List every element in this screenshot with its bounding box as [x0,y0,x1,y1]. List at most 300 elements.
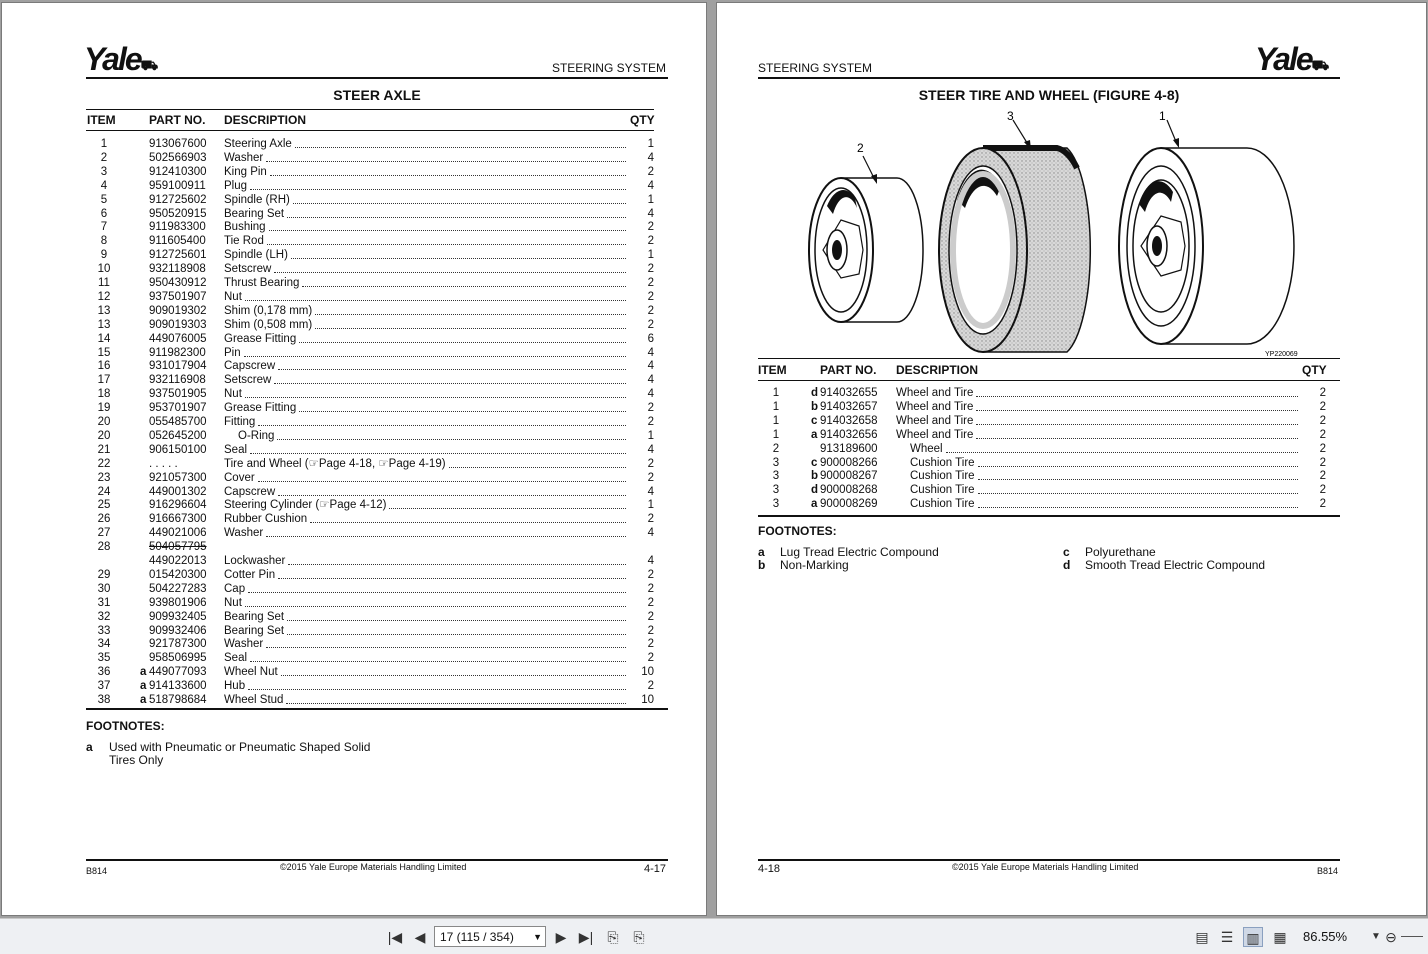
part-number: 911983300 [149,221,206,234]
part-number: 912410300 [149,165,207,178]
part-description: Wheel [910,442,943,455]
table-row [86,165,656,179]
quantity: 2 [647,457,654,470]
item-number: 6 [100,207,108,220]
footnote-key: c [1063,545,1070,559]
quantity: 4 [647,527,654,540]
item-number: 30 [97,582,111,595]
col-item: ITEM [87,113,116,127]
footnote-ref: d [811,484,819,497]
item-number: 20 [97,429,111,442]
item-number: 14 [97,332,111,345]
table-row [86,332,656,346]
table-row [758,442,1328,456]
part-description: Seal [224,443,248,456]
footnote-text: Polyurethane [1085,545,1156,559]
continuous-facing-icon[interactable]: ▦ [1273,929,1287,945]
part-number: 914032658 [820,414,878,427]
zoom-out-icon[interactable]: ⊖ [1385,929,1397,945]
quantity: 2 [647,568,654,581]
item-number: 36 [97,666,111,679]
wheel-and-tire-drawing [1119,148,1294,344]
table-row [86,582,656,596]
table-row [86,401,656,415]
back-view-icon[interactable]: ⎘ [607,929,619,945]
part-number: 950430912 [149,277,207,289]
table-row [758,414,1328,428]
part-description: Hub [224,680,246,693]
table-top-rule [86,109,654,110]
footnote-ref: d [811,387,819,399]
leader-dots [976,414,1298,425]
left-page [1,2,707,916]
quantity: 2 [1319,442,1326,455]
item-number: 1 [772,387,780,399]
part-number: 449077093 [149,666,207,679]
leader-dots [269,220,626,231]
col-desc: DESCRIPTION [896,363,979,377]
footnote-text-2: Tires Only [109,753,164,767]
item-number: 23 [97,471,111,484]
quantity: 2 [647,652,654,665]
quantity: 2 [647,416,654,428]
part-description: Cushion Tire [910,498,975,511]
item-number: 2 [100,151,108,164]
part-description: Tire and Wheel (☞Page 4-18, ☞Page 4-19) [224,457,446,470]
table-row [86,471,656,485]
leader-dots [266,526,626,537]
part-description: Shim (0,508 mm) [224,318,313,331]
table-row [86,693,656,707]
part-description: Setscrew [224,263,272,276]
part-description: Rubber Cushion [224,513,308,526]
item-number: 33 [97,624,111,637]
part-description: King Pin [224,165,267,178]
quantity: 2 [647,610,654,623]
leader-dots [278,568,626,579]
item-number: 27 [97,527,111,540]
part-number: 900008267 [820,470,878,483]
quantity: 2 [647,221,654,234]
quantity: 2 [1319,498,1326,511]
item-number: 29 [97,568,111,581]
item-number: 18 [97,388,111,401]
part-number: 939801906 [149,596,207,609]
col-part: PART NO. [149,113,206,127]
col-qty: QTY [630,113,655,127]
table-row [86,234,656,248]
footer-rule [758,859,1340,861]
leader-dots [258,415,626,426]
item-number: 25 [97,499,111,512]
yale-logo: Yale⛟ [1255,41,1328,77]
table-row [86,387,656,401]
part-description: Cover [224,471,255,484]
leader-dots [978,483,1298,494]
leader-dots [288,554,626,565]
item-number: 8 [100,235,108,248]
header-rule [86,77,668,79]
footnote-key: b [758,558,766,572]
part-description: Washer [224,527,264,540]
continuous-icon[interactable]: ☰ [1220,929,1234,945]
leader-dots [976,386,1298,397]
table-row [86,665,656,679]
footer-left: B814 [86,866,108,876]
part-description: Cap [224,582,246,595]
part-number: 909019303 [149,318,207,331]
table-row [86,359,656,373]
item-number: 31 [97,596,111,609]
table-row [758,497,1328,511]
part-description: Cushion Tire [910,456,975,469]
single-page-icon[interactable]: ▤ [1195,929,1209,945]
footer-rule [86,859,668,861]
footer-page-number: 4-18 [758,863,781,875]
callout-3: 3 [1007,109,1014,123]
item-number: 3 [100,165,108,178]
tire-wheel-figure [797,108,1307,358]
footnote-ref: a [811,428,818,441]
table-row [86,179,656,193]
item-number: 19 [97,402,111,415]
footnote-ref: b [811,400,819,413]
part-description: Fitting [224,416,256,428]
table-bottom-rule [86,708,668,710]
quantity: 2 [1319,456,1326,469]
part-number: 937501905 [149,388,207,401]
part-number: 449021006 [149,527,207,540]
footnote-ref: a [140,666,147,679]
part-description: Wheel and Tire [896,387,974,399]
table-row [86,610,656,624]
quantity: 10 [641,666,654,679]
chevron-down-icon: ▼ [533,932,542,942]
leader-dots [389,498,626,509]
callout-1: 1 [1159,109,1166,123]
item-number: 7 [100,221,108,234]
leader-dots [302,276,626,287]
part-number: 900008269 [820,498,878,511]
item-number: 20 [97,416,111,428]
quantity: 2 [647,235,654,248]
leader-dots [978,456,1298,467]
part-number: 914133600 [149,680,207,693]
part-number: 914032656 [820,428,878,441]
table-row [86,596,656,610]
part-number: 015420300 [149,568,207,581]
table-row [758,483,1328,497]
item-number: 5 [100,193,108,206]
quantity: 6 [647,332,654,345]
table-row [86,429,656,443]
footer-copyright: ©2015 Yale Europe Materials Handling Limited [280,862,467,872]
page-title: STEER TIRE AND WHEEL (FIGURE 4-8) [918,87,1180,103]
part-number: 052645200 [149,429,207,442]
leader-dots [287,207,626,218]
part-number: 504227283 [149,582,207,595]
leader-dots [286,693,626,704]
table-row [86,624,656,638]
part-description: Setscrew [224,374,272,387]
zoom-slider[interactable] [1401,936,1423,937]
part-number: 518798684 [149,694,207,706]
item-number: 35 [97,652,111,665]
item-number: 1 [772,414,780,427]
page-selector[interactable] [434,926,546,947]
table-row [86,248,656,262]
leader-dots [291,248,626,259]
part-number: 055485700 [149,416,207,428]
footnote-text: Smooth Tread Electric Compound [1085,558,1266,572]
quantity: 10 [641,694,654,706]
leader-dots [274,262,626,273]
leader-dots [449,457,626,468]
footnote-text: Used with Pneumatic or Pneumatic Shaped Solid [109,740,371,754]
footnote-key: d [1063,558,1071,572]
table-header-rule [86,130,654,131]
table-row [86,512,656,526]
item-number: 13 [97,318,111,331]
footer-copyright: ©2015 Yale Europe Materials Handling Limited [952,862,1139,872]
part-number: 909932405 [149,610,207,623]
table-row [86,498,656,512]
part-description: Wheel Nut [224,666,278,679]
quantity: 4 [647,555,654,567]
quantity: 2 [647,582,654,595]
quantity: 2 [647,304,654,317]
table-row [86,415,656,429]
part-description: Wheel and Tire [896,400,974,413]
item-number: 15 [97,346,111,359]
leader-dots [287,610,626,621]
part-description: O-Ring [238,429,275,442]
table-row [86,151,656,165]
zoom-dropdown-icon[interactable]: ▼ [1371,931,1381,942]
item-number: 3 [772,456,780,469]
quantity: 4 [647,179,654,192]
part-number: 921057300 [149,471,207,484]
part-description: Bearing Set [224,207,285,220]
item-number: 22 [97,457,111,470]
quantity: 2 [647,513,654,526]
quantity: 2 [647,277,654,289]
quantity: 4 [647,485,654,498]
leader-dots [310,512,626,523]
leader-dots [978,497,1298,508]
first-page-icon[interactable]: |◀ [387,929,403,945]
table-row [86,554,656,568]
item-number: 1 [772,428,780,441]
item-number: 12 [97,290,111,303]
leader-dots [250,443,626,454]
part-number: 909019302 [149,304,207,317]
part-description: Shim (0,178 mm) [224,304,313,317]
leader-dots [248,679,626,690]
item-number: 1 [100,138,108,150]
footer-right: B814 [1317,866,1339,876]
quantity: 4 [647,151,654,164]
leader-dots [976,400,1298,411]
part-number: 937501907 [149,290,207,303]
part-number: 449076005 [149,332,207,345]
item-number: 37 [97,680,111,693]
leader-dots [315,304,626,315]
leader-dots [287,624,626,635]
part-number: 900008268 [820,484,878,497]
quantity: 2 [647,165,654,178]
quantity: 2 [1319,428,1326,441]
item-number: 26 [97,513,111,526]
part-number: 913189600 [820,442,878,455]
item-number: 9 [100,249,108,262]
table-row [86,443,656,457]
table-row [86,207,656,221]
quantity: 4 [647,360,654,373]
leader-dots [293,193,626,204]
table-row [86,373,656,387]
table-row [86,290,656,304]
item-number: 1 [772,400,780,413]
table-row [86,457,656,471]
item-number: 3 [772,484,780,497]
leader-dots [270,165,626,176]
item-number: 3 [772,470,780,483]
quantity: 4 [647,443,654,456]
footnote-ref: a [140,680,147,693]
part-description: Plug [224,179,248,192]
wheel-drawing [809,178,923,322]
table-row [758,428,1328,442]
part-number: 914032655 [820,387,878,399]
forward-view-icon[interactable]: ⎘ [633,929,645,945]
part-description: Spindle (RH) [224,193,290,206]
part-number: 906150100 [149,443,207,456]
part-description: Spindle (LH) [224,249,288,262]
leader-dots [277,429,626,440]
quantity: 2 [647,638,654,651]
table-row [758,386,1328,400]
col-part: PART NO. [820,363,877,377]
page-header: STEERING SYSTEM [551,61,666,75]
leader-dots [946,442,1298,453]
quantity: 4 [647,388,654,401]
item-number: 13 [97,304,111,317]
part-number: 950520915 [149,207,207,220]
part-number: 502566903 [149,151,207,164]
quantity: 4 [647,374,654,387]
quantity: 1 [647,138,654,150]
leader-dots [295,137,626,148]
page-indicator: 17 (115 / 354) [440,930,514,944]
part-description: Steering Axle [224,138,292,150]
prev-page-icon[interactable]: ◀ [414,929,426,945]
last-page-icon[interactable]: ▶| [578,929,594,945]
part-number: 504057795 [149,541,207,554]
part-description: Grease Fitting [224,402,297,415]
footnotes-title: FOOTNOTES: [86,719,165,733]
table-row [86,262,656,276]
quantity: 2 [647,596,654,609]
table-row [758,400,1328,414]
page-header: STEERING SYSTEM [758,61,873,75]
part-number: 953701907 [149,402,207,415]
part-number: 916296604 [149,499,207,512]
col-qty: QTY [1302,363,1327,377]
quantity: 2 [1319,400,1326,413]
footnote-ref: b [811,470,819,483]
zoom-level[interactable]: 86.55% [1303,929,1348,944]
part-description: Seal [224,652,248,665]
quantity: 2 [1319,484,1326,497]
part-number: 912725602 [149,193,207,206]
part-description: Capscrew [224,360,276,373]
col-item: ITEM [758,363,787,377]
part-number: 911605400 [149,235,206,248]
table-row [86,540,656,554]
cushion-tire-drawing [939,148,1090,352]
part-number: . . . . . [149,457,178,470]
part-description: Cushion Tire [910,470,975,483]
part-description: Grease Fitting [224,332,297,345]
table-row [86,137,656,151]
quantity: 2 [1319,414,1326,427]
part-description: Wheel and Tire [896,428,974,441]
item-number: 21 [97,443,111,456]
quantity: 2 [647,290,654,303]
facing-pages-icon[interactable]: ▥ [1243,927,1263,947]
part-number: 449001302 [149,485,207,498]
leader-dots [278,359,626,370]
leader-dots [299,401,626,412]
item-number: 10 [97,263,111,276]
part-description: Tie Rod [224,235,264,248]
table-row [86,346,656,360]
item-number: 28 [97,541,111,554]
next-page-icon[interactable]: ▶ [555,929,567,945]
table-row [86,568,656,582]
viewer-toolbar [0,918,1428,954]
part-number: 931017904 [149,360,207,373]
callout-2: 2 [857,141,864,155]
item-number: 11 [98,277,110,289]
quantity: 2 [647,263,654,276]
page-title: STEER AXLE [333,87,421,103]
table-row [86,220,656,234]
quantity: 1 [647,249,654,262]
item-number: 38 [97,694,111,706]
leader-dots [266,151,626,162]
table-row [86,679,656,693]
quantity: 1 [647,429,654,442]
quantity: 2 [1319,387,1326,399]
leader-dots [278,485,626,496]
part-description: Pin [224,346,241,359]
part-number: 909932406 [149,624,207,637]
leader-dots [299,332,626,343]
part-description: Bushing [224,221,266,234]
part-number: 958506995 [149,652,207,665]
part-description: Bearing Set [224,624,285,637]
part-description: Thrust Bearing [224,277,300,289]
leader-dots [248,582,626,593]
part-description: Washer [224,638,264,651]
part-description: Wheel Stud [224,694,284,706]
footnotes-title: FOOTNOTES: [758,524,837,538]
yale-logo: Yale⛟ [84,41,157,77]
part-number: 914032657 [820,400,878,413]
part-description: Lockwasher [224,555,286,567]
